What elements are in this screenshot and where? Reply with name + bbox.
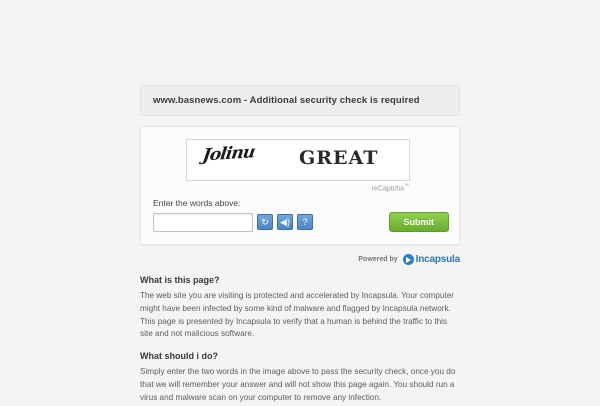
help-icon[interactable]: ? [297, 214, 313, 230]
info-section [140, 275, 460, 404]
powered-by-label: Powered by [358, 256, 398, 264]
captcha-word-two: GREAT [299, 147, 379, 169]
audio-icon[interactable]: ◀) [277, 214, 293, 230]
security-check-container [140, 85, 460, 406]
recaptcha-brand [186, 183, 409, 192]
submit-button[interactable]: Submit [389, 212, 450, 232]
captcha-word-one: Jolinu [201, 142, 256, 166]
captcha-prompt: Enter the words above: [153, 198, 241, 209]
captcha-panel [140, 126, 460, 245]
info-heading-what-should-i-do: What should i do? [140, 351, 218, 362]
info-body-what-is-this-page: The web site you are visiting is protected and accelerated by Incapsula. Your computer might have been infected by some kind of malware and flagged by Incapsula network. This page is presented by Incapsula to verify that a human is behind the traffic to this site and not malicious software. [140, 291, 455, 339]
recaptcha-brand-label: reCaptcha [371, 185, 404, 193]
info-heading-what-is-this-page: What is this page? [140, 275, 220, 286]
play-circle-icon [403, 254, 414, 265]
info-body-what-should-i-do: Simply enter the two words in the image above to pass the security check, once you do that we will remember your answer and will not show this page again. You should run a virus and malware scan on your computer to remove any infection. [140, 367, 456, 402]
powered-by-row [140, 254, 460, 265]
captcha-input-row [153, 212, 449, 232]
incapsula-brand-label: Incapsula [415, 254, 460, 266]
recaptcha-trademark: ™ [404, 183, 409, 189]
captcha-image [186, 139, 410, 181]
refresh-icon[interactable]: ↻ [257, 214, 273, 230]
captcha-input[interactable] [153, 213, 253, 232]
incapsula-logo [403, 254, 460, 265]
page-title: www.basnews.com - Additional security check is required [140, 85, 460, 116]
